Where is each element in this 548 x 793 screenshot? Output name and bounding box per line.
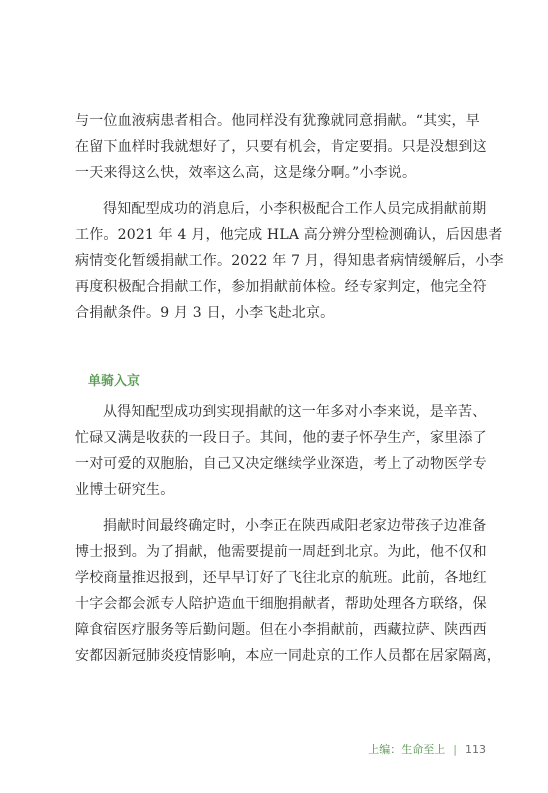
text-line: 一对可爱的双胞胎，自己又决定继续学业深造，考上了动物医学专 — [75, 456, 487, 472]
text-line: 安都因新冠肺炎疫情影响，本应一同赴京的工作人员都在居家隔离， — [75, 648, 501, 664]
text-line: 学校商量推迟报到，还早早订好了飞往北京的航班。此前，各地红 — [75, 570, 487, 586]
text-line: 工作。2021 年 4 月，他完成 HLA 高分辨分型检测确认，后因患者 — [75, 227, 503, 243]
text-line: 博士报到。为了捐献，他需要提前一周赶到北京。为此，他不仅和 — [75, 544, 487, 560]
text-line: 障食宿医疗服务等后勤问题。但在小李捐献前，西藏拉萨、陕西西 — [75, 622, 487, 638]
footer-separator: | — [453, 742, 457, 756]
text-line: 从得知配型成功到实现捐献的这一年多对小李来说，是辛苦、 — [103, 404, 487, 420]
text-line: 合捐献条件。9 月 3 日，小李飞赴北京。 — [75, 305, 335, 321]
text-line: 捐献时间最终确定时，小李正在陕西咸阳老家边带孩子边准备 — [103, 518, 487, 534]
page-number: 113 — [465, 742, 486, 756]
text-line: 业博士研究生。 — [75, 482, 175, 498]
paragraph-3 — [75, 399, 487, 503]
paragraph-1 — [75, 108, 487, 186]
text-line: 在留下血样时我就想好了，只要有机会，肯定要捐。只是没想到这 — [75, 139, 487, 155]
page-footer — [368, 741, 486, 757]
text-line: 十字会都会派专人陪护造血干细胞捐献者，帮助处理各方联络，保 — [75, 596, 487, 612]
text-line: 得知配型成功的消息后，小李积极配合工作人员完成捐献前期 — [103, 201, 487, 217]
text-line: 与一位血液病患者相合。他同样没有犹豫就同意捐献。“其实，早 — [75, 113, 480, 129]
section-heading: 单骑入京 — [88, 374, 141, 389]
text-line: 再度积极配合捐献工作，参加捐献前体检。经专家判定，他完全符 — [75, 279, 487, 295]
text-line: 病情变化暂缓捐献工作。2022 年 7 月，得知患者病情缓解后，小李 — [75, 253, 504, 269]
footer-section-title: 上编：生命至上 — [368, 743, 446, 756]
paragraph-2 — [75, 196, 504, 326]
paragraph-4 — [75, 513, 501, 669]
text-line: 忙碌又满是收获的一段日子。其间，他的妻子怀孕生产，家里添了 — [75, 430, 487, 446]
text-line: 一天来得这么快，效率这么高，这是缘分啊。”小李说。 — [75, 165, 417, 181]
